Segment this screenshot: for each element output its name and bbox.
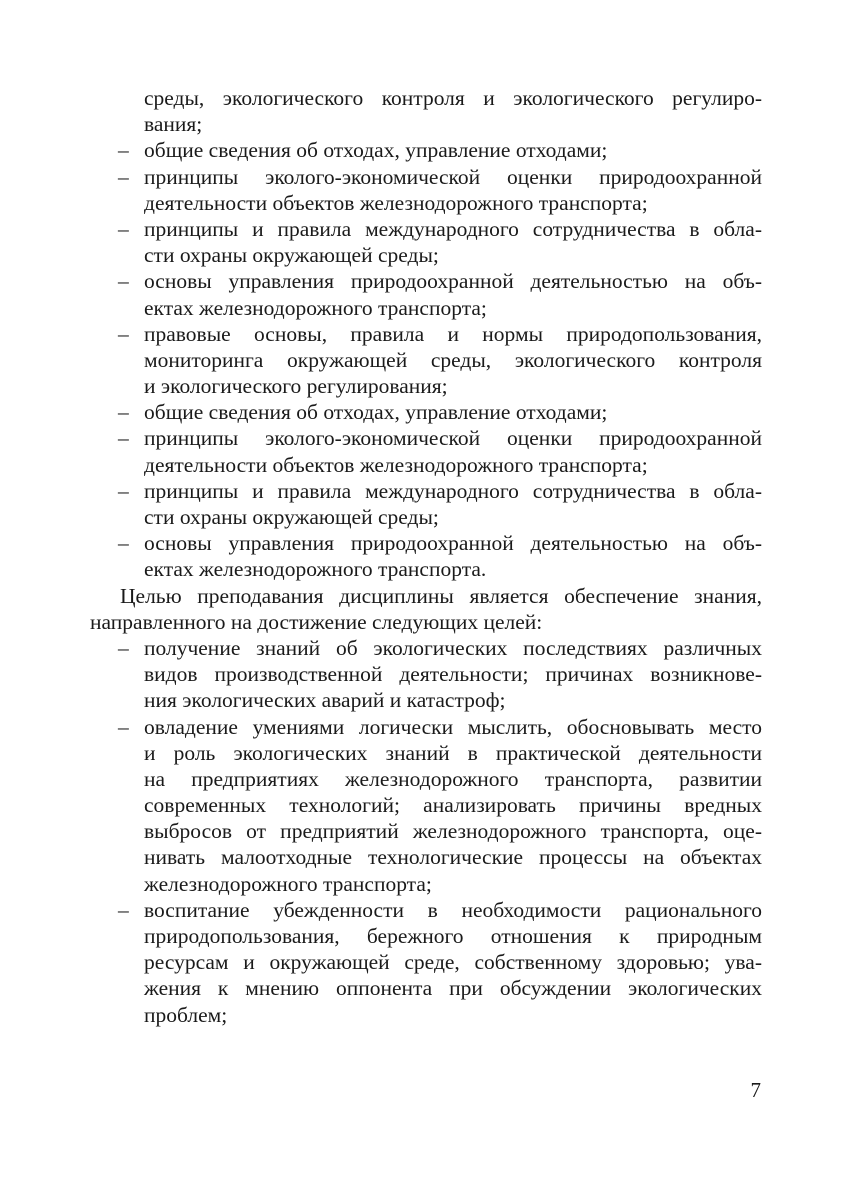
text-line: современных технологий; анализировать причины вредных — [144, 793, 762, 818]
list-item-text: получение знаний об экологических последствиях различных — [144, 635, 762, 660]
text-line: проблем; — [144, 1002, 228, 1027]
list-item — [90, 216, 762, 242]
list-dash: – — [118, 321, 129, 346]
page-number: 7 — [750, 1078, 761, 1102]
list-item — [90, 268, 762, 294]
list-item-text: основы управления природоохранной деятельностью на объ- — [144, 269, 762, 294]
list-dash: – — [118, 478, 129, 503]
text-line: нивать малоотходные технологические процессы на объектах — [144, 845, 762, 870]
list-item — [90, 425, 762, 451]
list-item-text: овладение умениями логически мыслить, обосновывать место — [144, 714, 762, 739]
list-item — [90, 321, 762, 347]
text-line: природопользования, бережного отношения к природным — [144, 924, 762, 948]
list-item — [90, 478, 762, 504]
text-line: мониторинга окружающей среды, экологического контроля — [144, 347, 762, 372]
text-line: на предприятиях железнодорожного транспорта, развитии — [144, 766, 762, 791]
list-item — [90, 164, 762, 190]
text-line: и экологического регулирования; — [144, 374, 448, 399]
list-dash: – — [118, 269, 129, 294]
list-item — [90, 137, 762, 163]
list-item-text: правовые основы, правила и нормы природопользования, — [144, 321, 762, 346]
text-line: жения к мнению оппонента при обсуждении экологических — [144, 976, 762, 1001]
list-item-text: общие сведения об отходах, управление отходами; — [144, 138, 608, 163]
list-dash: – — [118, 216, 129, 241]
list-dash: – — [118, 531, 129, 556]
text-line: ектах железнодорожного транспорта; — [144, 295, 487, 320]
text-line: выбросов от предприятий железнодорожного транспорта, оце- — [144, 819, 762, 844]
paragraph-line: направленного на достижение следующих целей: — [90, 609, 543, 634]
text-line: видов производственной деятельности; причинах возникнове- — [144, 662, 762, 687]
text-line: деятельности объектов железнодорожного транспорта; — [144, 190, 648, 215]
text-line: ния экологических аварий и катастроф; — [144, 688, 506, 713]
list-item-text: общие сведения об отходах, управление отходами; — [144, 400, 608, 425]
text-line: ектах железнодорожного транспорта. — [144, 557, 487, 582]
text-line: среды, экологического контроля и экологического регулиро- — [144, 86, 762, 110]
list-item-text: принципы и правила международного сотрудничества в обла- — [144, 478, 762, 503]
list-item-text: принципы эколого-экономической оценки природоохранной — [144, 426, 762, 451]
text-line: вания; — [144, 112, 203, 137]
list-item — [90, 897, 762, 923]
list-item — [90, 530, 762, 556]
paragraph-line: Целью преподавания дисциплины является обеспечение знания, — [120, 583, 762, 608]
list-dash: – — [118, 138, 129, 163]
text-line: и роль экологических знаний в практической деятельности — [144, 740, 762, 765]
list-item — [90, 635, 762, 661]
list-item-text: принципы эколого-экономической оценки природоохранной — [144, 164, 762, 189]
text-line: ресурсам и окружающей среде, собственному здоровью; ува- — [144, 950, 762, 975]
list-item-text: основы управления природоохранной деятельностью на объ- — [144, 531, 762, 556]
list-dash: – — [118, 164, 129, 189]
list-item-text: принципы и правила международного сотрудничества в обла- — [144, 216, 762, 241]
list-dash: – — [118, 635, 129, 660]
text-line: железнодорожного транспорта; — [144, 871, 432, 896]
list-item — [90, 399, 762, 425]
list-dash: – — [118, 897, 129, 922]
list-dash: – — [118, 426, 129, 451]
body-text — [90, 85, 762, 1028]
text-line: сти охраны окружающей среды; — [144, 505, 439, 529]
list-dash: – — [118, 714, 129, 739]
list-item-text: воспитание убежденности в необходимости рационального — [144, 897, 762, 922]
list-dash: – — [118, 400, 129, 425]
text-line: деятельности объектов железнодорожного транспорта; — [144, 452, 648, 477]
list-item — [90, 714, 762, 740]
text-line: сти охраны окружающей среды; — [144, 243, 439, 268]
